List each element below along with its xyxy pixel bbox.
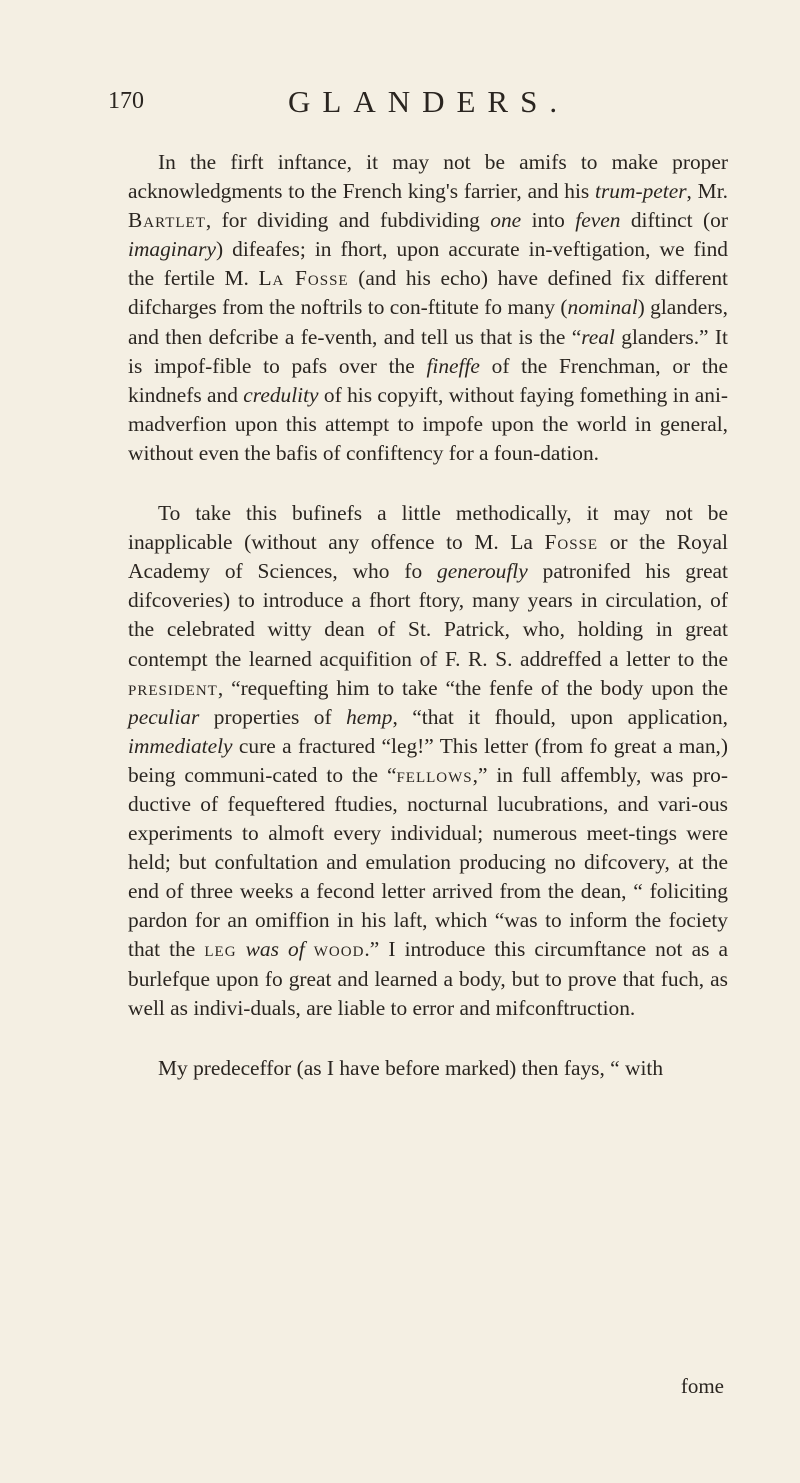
small-caps-run: La Fosse — [258, 266, 349, 291]
text-run: In the firft inftance, it may not be amifs to make proper acknowledgments to the French king's farrier, and his — [128, 150, 728, 204]
text-run: cure a fractured “leg!” This letter (from fo great a man,) being communi-cated to the “ — [128, 733, 728, 787]
catchword: fome — [680, 1374, 724, 1398]
text-run: or the Royal Academy of Sciences, who fo — [128, 530, 728, 584]
text-run: ) glanders, and then defcribe a fe-venth, and tell us that is the “ — [128, 295, 728, 349]
text-run: .” I introduce this circumftance not as a burlefque upon fo great and learned a body, but to prove that fuch, as well as indivi-duals, are liable to error and mifconftruction. — [128, 937, 728, 1020]
italic-run: peculiar — [128, 704, 200, 729]
text-run: diftinct (or — [620, 208, 728, 233]
text-run: of the Frenchman, or the kindnefs and — [128, 353, 728, 407]
paragraph-3: My predeceffor (as I have before marked) then fays, “ with — [158, 1055, 664, 1080]
text-run: , “that it fhould, upon application, — [392, 704, 728, 729]
text-run: To take this bufinefs a little methodically, it may not be inapplicable (without any offence to M. La — [128, 501, 728, 555]
italic-run: imaginary — [128, 237, 216, 262]
text-run: , “requefting him to take “the fenfe of the body upon the — [217, 675, 728, 700]
running-head: GLANDERS. — [288, 84, 570, 119]
page-header — [108, 84, 728, 128]
italic-run: fineffe — [426, 353, 480, 378]
small-caps-run: Fosse — [544, 530, 599, 555]
text-run — [305, 937, 314, 961]
italic-run: feven — [575, 208, 621, 233]
small-caps-run: Bartlet — [128, 208, 206, 233]
text-run: ) difeafes; in fhort, upon accurate in-veftigation, we find the fertile M. — [128, 237, 728, 291]
small-caps-run: leg — [204, 937, 237, 962]
italic-run: real — [581, 324, 615, 349]
text-run: patronifed his great difcoveries) to introduce a fhort ftory, many years in circulation, of the celebrated witty dean of St. Patrick, who, holding in great contempt the learned acquifition of F. R. S. addreffed a letter to the — [128, 559, 728, 671]
italic-run: immediately — [128, 733, 233, 758]
text-run: of his copyift, without faying fomething in ani-madverfion upon this attempt to impofe upon the world in general, without even the bafis of confiftency for a foun-dation. — [128, 382, 729, 465]
paragraph-1 — [128, 148, 728, 468]
text-run: into — [521, 208, 576, 233]
small-caps-run: fellows — [396, 762, 473, 787]
text-run: glanders.” It is impof-fible to pafs over the — [128, 324, 728, 378]
small-caps-run: wood — [313, 937, 365, 962]
text-run: (and his echo) have defined fix different difcharges from the noftrils to con-ftitute fo many ( — [128, 266, 729, 320]
italic-run: trum-peter — [595, 179, 687, 204]
text-run: properties of — [199, 704, 347, 729]
text-run: ,” in full affembly, was pro-ductive of fequeftered ftudies, nocturnal lucubrations, and vari-ous experiments to almoft every individual; numerous meet-tings were held; but confultation and emulation producing no difcovery, at the end of three weeks a fecond letter arrived from the dean, “ foliciting pardon for an omiffion in his laft, which “was to inform the fociety that the — [128, 762, 728, 962]
italic-run: nominal — [567, 295, 638, 320]
small-caps-run: president — [128, 675, 218, 700]
italic-run: credulity — [243, 382, 319, 407]
text-run: , Mr. — [686, 179, 728, 204]
body-text — [128, 148, 728, 1083]
page-number: 170 — [108, 88, 144, 114]
italic-run: was of — [245, 937, 305, 962]
italic-run: one — [490, 208, 522, 233]
text-run: , for dividing and fubdividing — [205, 208, 491, 233]
italic-run: generoufly — [437, 559, 528, 584]
text-run — [237, 937, 246, 961]
paragraph-2 — [128, 499, 728, 1023]
italic-run: hemp — [346, 704, 393, 729]
